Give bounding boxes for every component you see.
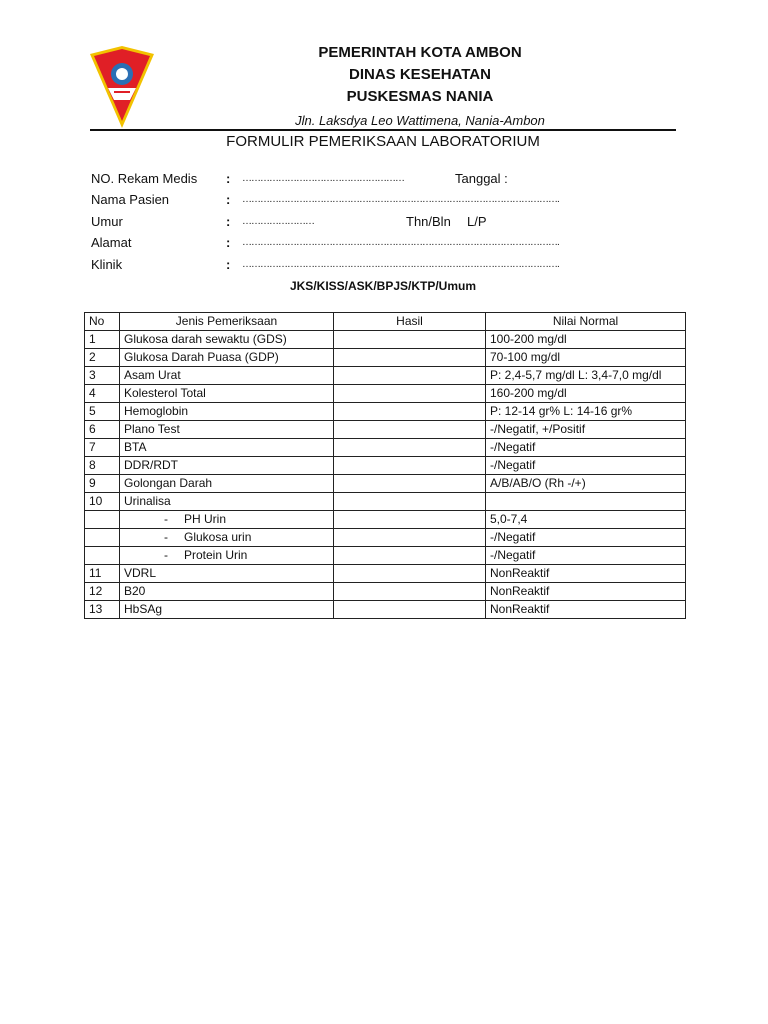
table-subrow	[85, 547, 686, 565]
sub-item-label: PH Urin	[184, 512, 227, 526]
cell-jenis: DDR/RDT	[120, 457, 334, 475]
table-row	[85, 583, 686, 601]
table-row	[85, 601, 686, 619]
cell-jenis: Glukosa Darah Puasa (GDP)	[120, 349, 334, 367]
cell-no: 6	[85, 421, 120, 439]
cell-no	[85, 529, 120, 547]
cell-normal	[486, 493, 686, 511]
cell-hasil[interactable]	[334, 403, 486, 421]
cell-no: 5	[85, 403, 120, 421]
field-label: NO. Rekam Medis	[91, 171, 198, 186]
cell-jenis: BTA	[120, 439, 334, 457]
field-label: Umur	[91, 214, 123, 229]
cell-hasil[interactable]	[334, 331, 486, 349]
cell-no: 10	[85, 493, 120, 511]
cell-hasil[interactable]	[334, 511, 486, 529]
cell-normal: P: 12-14 gr% L: 14-16 gr%	[486, 403, 686, 421]
cell-no: 7	[85, 439, 120, 457]
cell-normal: 160-200 mg/dl	[486, 385, 686, 403]
cell-no: 12	[85, 583, 120, 601]
field-colon: :	[226, 192, 231, 207]
field-umur-unit: Thn/Bln	[406, 214, 451, 229]
cell-normal: 5,0-7,4	[486, 511, 686, 529]
sub-item-label: Glukosa urin	[184, 530, 252, 544]
cell-normal: -/Negatif	[486, 439, 686, 457]
cell-no	[85, 511, 120, 529]
header-normal: Nilai Normal	[486, 313, 686, 331]
letterhead	[160, 42, 680, 132]
field-colon: :	[226, 214, 231, 229]
city-emblem-icon	[88, 44, 156, 130]
cell-jenis: HbSAg	[120, 601, 334, 619]
cell-jenis: Asam Urat	[120, 367, 334, 385]
field-dots: ………………………………………………	[242, 173, 404, 184]
header-hasil: Hasil	[334, 313, 486, 331]
table-row	[85, 457, 686, 475]
table-row	[85, 403, 686, 421]
form-title: FORMULIR PEMERIKSAAN LABORATORIUM	[226, 133, 540, 150]
field-gender: L/P	[467, 214, 487, 229]
cell-normal: NonReaktif	[486, 601, 686, 619]
table-row	[85, 565, 686, 583]
cell-normal: 100-200 mg/dl	[486, 331, 686, 349]
field-colon: :	[226, 171, 231, 186]
sub-item-label: Protein Urin	[184, 548, 248, 562]
cell-jenis	[120, 547, 334, 565]
header-line-3: PUSKESMAS NANIA	[346, 88, 494, 105]
cell-normal: 70-100 mg/dl	[486, 349, 686, 367]
cell-hasil[interactable]	[334, 601, 486, 619]
cell-no: 3	[85, 367, 120, 385]
cell-jenis: Hemoglobin	[120, 403, 334, 421]
cell-normal: A/B/AB/O (Rh -/+)	[486, 475, 686, 493]
cell-no: 13	[85, 601, 120, 619]
cell-no: 8	[85, 457, 120, 475]
cell-hasil[interactable]	[334, 565, 486, 583]
cell-normal: NonReaktif	[486, 565, 686, 583]
cell-hasil[interactable]	[334, 457, 486, 475]
payment-types: JKS/KISS/ASK/BPJS/KTP/Umum	[289, 279, 477, 293]
table-row	[85, 367, 686, 385]
cell-hasil[interactable]	[334, 439, 486, 457]
sub-item-dash: -	[164, 512, 168, 526]
table-subrow	[85, 511, 686, 529]
cell-jenis: Glukosa darah sewaktu (GDS)	[120, 331, 334, 349]
cell-jenis: Urinalisa	[120, 493, 334, 511]
cell-jenis: Golongan Darah	[120, 475, 334, 493]
table-row	[85, 475, 686, 493]
field-dots: …………………………………………………………………………………………….	[242, 194, 559, 205]
header-jenis: Jenis Pemeriksaan	[120, 313, 334, 331]
field-colon: :	[226, 257, 231, 272]
cell-hasil[interactable]	[334, 583, 486, 601]
field-dots: …………………………………………………………………………………………….	[242, 259, 559, 270]
sub-item-dash: -	[164, 548, 168, 562]
lab-table	[84, 312, 686, 619]
cell-jenis	[120, 529, 334, 547]
table-row	[85, 439, 686, 457]
field-dots: …………………………………………………………………………………………….	[242, 237, 559, 248]
cell-no	[85, 547, 120, 565]
cell-no: 1	[85, 331, 120, 349]
header-address: Jln. Laksdya Leo Wattimena, Nania-Ambon	[295, 113, 545, 128]
table-row	[85, 385, 686, 403]
field-tanggal-label: Tanggal :	[455, 171, 508, 186]
cell-jenis: Plano Test	[120, 421, 334, 439]
cell-no: 2	[85, 349, 120, 367]
cell-hasil[interactable]	[334, 529, 486, 547]
field-label: Nama Pasien	[91, 192, 170, 207]
cell-hasil[interactable]	[334, 385, 486, 403]
cell-hasil[interactable]	[334, 349, 486, 367]
field-colon: :	[226, 235, 231, 250]
cell-hasil[interactable]	[334, 421, 486, 439]
table-header-row	[85, 313, 686, 331]
sub-item-dash: -	[164, 530, 168, 544]
cell-normal: -/Negatif, +/Positif	[486, 421, 686, 439]
cell-hasil[interactable]	[334, 547, 486, 565]
header-no: No	[85, 313, 120, 331]
cell-normal: -/Negatif	[486, 457, 686, 475]
header-line-2: DINAS KESEHATAN	[349, 66, 491, 83]
table-row	[85, 421, 686, 439]
field-label: Klinik	[91, 257, 123, 272]
cell-normal: -/Negatif	[486, 529, 686, 547]
cell-jenis	[120, 511, 334, 529]
field-dots: ……………………	[242, 216, 314, 227]
cell-normal: NonReaktif	[486, 583, 686, 601]
table-subrow	[85, 529, 686, 547]
cell-normal: -/Negatif	[486, 547, 686, 565]
table-row	[85, 349, 686, 367]
cell-hasil[interactable]	[334, 367, 486, 385]
cell-jenis: B20	[120, 583, 334, 601]
cell-hasil[interactable]	[334, 475, 486, 493]
cell-hasil[interactable]	[334, 493, 486, 511]
table-row	[85, 493, 686, 511]
cell-no: 11	[85, 565, 120, 583]
cell-jenis: Kolesterol Total	[120, 385, 334, 403]
cell-no: 9	[85, 475, 120, 493]
header-line-1: PEMERINTAH KOTA AMBON	[318, 44, 522, 61]
table-row	[85, 331, 686, 349]
field-label: Alamat	[91, 235, 132, 250]
cell-no: 4	[85, 385, 120, 403]
header-rule	[90, 129, 676, 131]
cell-jenis: VDRL	[120, 565, 334, 583]
cell-normal: P: 2,4-5,7 mg/dl L: 3,4-7,0 mg/dl	[486, 367, 686, 385]
